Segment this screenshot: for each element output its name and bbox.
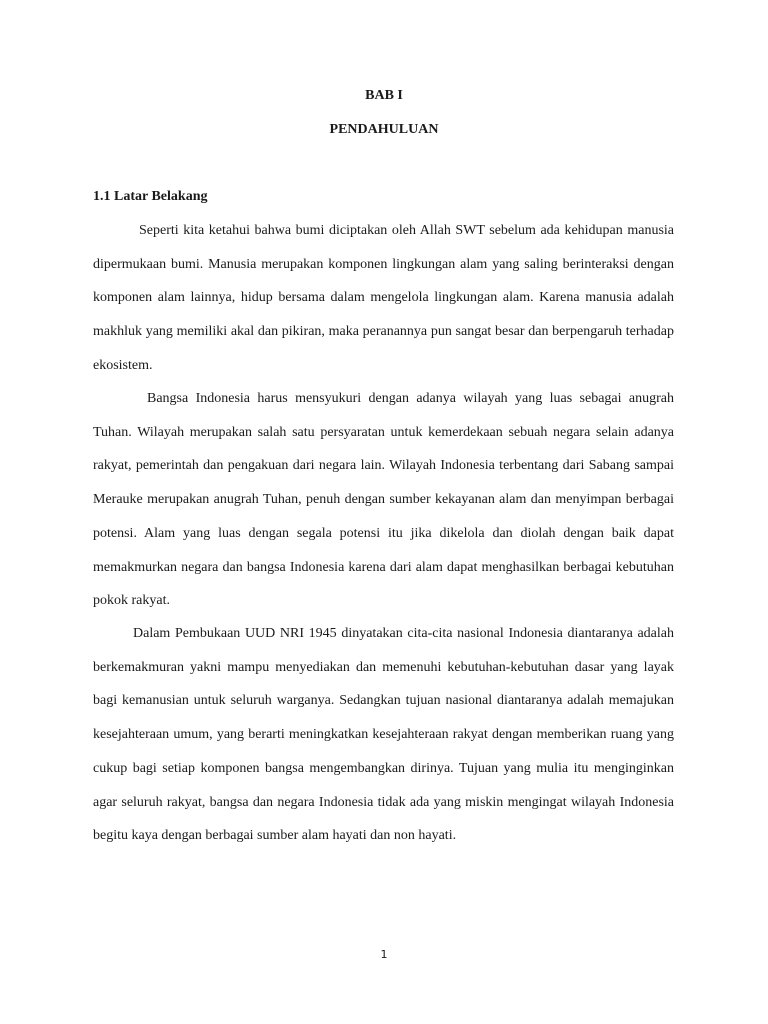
paragraph-3: Dalam Pembukaan UUD NRI 1945 dinyatakan cita-cita nasional Indonesia diantaranya adalah berkemakmuran yakni mampu menyediakan dan memenuhi kebutuhan-kebutuhan dasar yang layak bagi kemanusian untuk seluruh warganya. Sedangkan tujuan nasional diantaranya adalah memajukan kesejahteraan umum, yang berarti meningkatkan kesejahteraan rakyat dengan memberikan ruang yang cukup bagi setiap komponen bangsa mengembangkan dirinya. Tujuan yang mulia itu menginginkan agar seluruh rakyat, bangsa dan negara Indonesia tidak ada yang miskin mengingat wilayah Indonesia begitu kaya dengan berbagai sumber alam hayati dan non hayati. (93, 626, 674, 844)
paragraph-2: Bangsa Indonesia harus mensyukuri dengan adanya wilayah yang luas sebagai anugrah Tuhan. Wilayah merupakan salah satu persyaratan untuk kemerdekaan sebuah negara selain adanya rakyat, pemerintah dan pengakuan dari negara lain. Wilayah Indonesia terbentang dari Sabang sampai Merauke merupakan anugrah Tuhan, penuh dengan sumber kekayanan alam dan menyimpan berbagai potensi. Alam yang luas dengan segala potensi itu jika dikelola dan diolah dengan baik dapat memakmurkan negara dan bangsa Indonesia karena dari alam dapat menghasilkan berbagai kebutuhan pokok rakyat. (93, 391, 674, 609)
chapter-heading: BAB I (365, 88, 403, 103)
page-number: 1 (380, 948, 388, 961)
section-title: 1.1 Latar Belakang (93, 189, 208, 204)
paragraph-1: Seperti kita ketahui bahwa bumi diciptakan oleh Allah SWT sebelum ada kehidupan manusia dipermukaan bumi. Manusia merupakan komponen lingkungan alam yang saling berinteraksi dengan komponen alam lainnya, hidup bersama dalam mengelola lingkungan alam. Karena manusia adalah makhluk yang memiliki akal dan pikiran, maka peranannya pun sangat besar dan berpengaruh terhadap ekosistem. (93, 223, 674, 373)
chapter-title: PENDAHULUAN (329, 122, 439, 137)
